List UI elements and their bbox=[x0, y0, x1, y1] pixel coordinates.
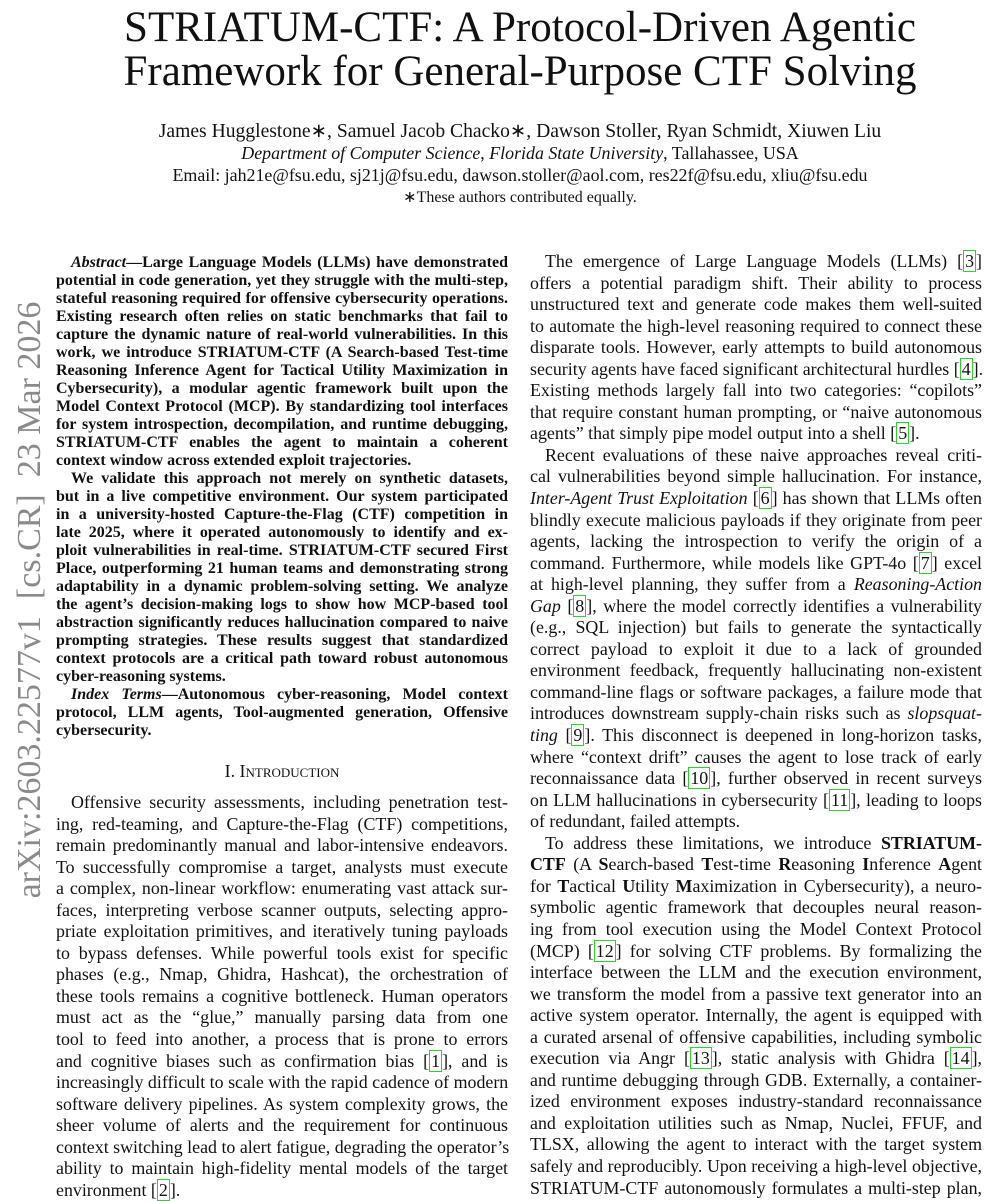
text-line: in a university-hosted Capture-the-Flag (CTF) competition in bbox=[56, 506, 508, 523]
text-line: must act as the “glue,” manually parsing data from one bbox=[56, 1007, 508, 1028]
citation-number[interactable]: 10 bbox=[690, 768, 709, 789]
text-line: environment feedback, frequently hallucinating non-existent bbox=[530, 660, 982, 681]
text-line: where “context drift” causes the agent to lose track of early bbox=[530, 746, 982, 767]
paragraph bbox=[56, 792, 508, 1201]
text-line: a curated arsenal of offensive capabilities, including symbolic bbox=[530, 1026, 982, 1047]
text-line: potential in code generation, yet they struggle with the multi-step, bbox=[56, 272, 508, 289]
text-line: security agents have faced significant architectural hurdles [ 4 ]. bbox=[530, 358, 984, 379]
text-line: faces, interpreting verbose scanner outputs, selecting appro- bbox=[56, 899, 508, 920]
text-line: environment [ 2 ]. bbox=[56, 1179, 181, 1200]
text-line: to automate the high-level reasoning required to connect these bbox=[530, 315, 982, 336]
text-line: agents” that simply pipe model output into a shell [ 5 ]. bbox=[530, 423, 920, 444]
citation-link[interactable]: [ 11 ] bbox=[823, 789, 857, 810]
citation-number[interactable]: 7 bbox=[920, 552, 930, 573]
section-heading-introduction: I. Introduction bbox=[224, 761, 340, 781]
text-line: ing, red-teaming, and Capture-the-Flag (CTF) competitions, bbox=[56, 813, 508, 834]
text-line: context window across extended exploit trajectories. bbox=[56, 452, 412, 469]
text-line: and cognitive biases such as confirmation bias [ 1 ], and is bbox=[56, 1050, 509, 1071]
italic-text: ting bbox=[530, 725, 558, 746]
text-line: to bypass defenses. While powerful tools exist for specific bbox=[56, 942, 508, 963]
text-line: sheer volume of alerts and the requirement for continuous bbox=[56, 1115, 508, 1136]
text-line: blindly execute malicious payloads if they originate from peer bbox=[530, 509, 982, 530]
text-line: ability to maintain high-fidelity mental models of the target bbox=[56, 1158, 508, 1179]
paragraph bbox=[530, 445, 982, 833]
text-line: Reasoning Inference Agent for Tactical Utility Maximization in bbox=[56, 362, 508, 379]
citation-link[interactable]: [ 2 ] bbox=[150, 1179, 176, 1200]
text-line: work, we introduce STRIATUM-CTF (A Search-based Test-time bbox=[56, 344, 508, 361]
text-line: agents, lacking the introspection to verify the origin of a bbox=[530, 531, 982, 552]
bold-text: R bbox=[778, 854, 792, 875]
text-line: prompting strategies. These results suggest that standardized bbox=[56, 632, 508, 649]
text-line: for system introspection, decompilation, and runtime debugging, bbox=[56, 416, 508, 433]
citation-number[interactable]: 6 bbox=[760, 488, 770, 509]
right-column bbox=[530, 251, 982, 1199]
text-line: but in a live competitive environment. Our system participated bbox=[56, 488, 508, 505]
citation-link[interactable]: [ 13 ] bbox=[683, 1048, 718, 1069]
text-line: phases (e.g., Nmap, Ghidra, Hashcat), the orchestration of bbox=[56, 964, 508, 985]
citation-number[interactable]: 9 bbox=[573, 725, 583, 746]
paragraph bbox=[530, 833, 982, 1199]
citation-link[interactable]: [ 5 ] bbox=[890, 423, 916, 444]
citation-number[interactable]: 3 bbox=[965, 251, 975, 271]
author-list: James Hugglestone∗, Samuel Jacob Chacko∗, Dawson Stoller, Ryan Schmidt, Xiuwen Liu bbox=[158, 121, 882, 142]
bold-text: I bbox=[862, 854, 870, 875]
text-line: increasingly difficult to scale with the rapid cadence of modern bbox=[56, 1072, 509, 1093]
text-line: ploit vulnerabilities in real-time. STRIATUM-CTF secured First bbox=[56, 542, 508, 559]
bold-text: T bbox=[557, 875, 570, 896]
affiliation: Department of Computer Science, Florida State University, Tallahassee, USA bbox=[241, 143, 799, 163]
citation-number[interactable]: 2 bbox=[158, 1179, 168, 1200]
text-line: these tools remains a cognitive bottleneck. Human operators bbox=[56, 985, 508, 1006]
text-line: CTF (A Search-based Test-time Reasoning Inference Agent bbox=[530, 854, 982, 875]
text-line: Abstract—Large Language Models (LLMs) have demonstrated bbox=[71, 254, 508, 271]
text-line: of redundant, failed attempts. bbox=[530, 811, 741, 832]
text-line: and exploitation utilities such as Nmap, Nuclei, FFUF, and bbox=[530, 1112, 982, 1133]
citation-link[interactable]: [ 8 ] bbox=[567, 595, 593, 616]
italic-text: Reasoning-Action bbox=[853, 574, 982, 595]
paragraph bbox=[56, 686, 508, 740]
text-line: interface between the LLM and the execution environment, bbox=[530, 962, 982, 983]
text-line: context switching lead to alert fatigue, degrading the operator’s bbox=[56, 1136, 510, 1157]
text-line: tool to feed into another, a process that is prone to errors bbox=[56, 1029, 508, 1050]
bold-text: CTF bbox=[530, 854, 566, 875]
text-line: safely and reproducibly. Upon receiving a high-level objective, bbox=[530, 1155, 982, 1176]
text-line: abstraction significantly reduces hallucination compared to naive bbox=[56, 614, 508, 631]
text-line: remain predominantly manual and labor-intensive endeavors. bbox=[56, 835, 508, 856]
text-line: Place, outperforming 21 human teams and demonstrating strong bbox=[56, 560, 508, 577]
text-line: Gap [ 8 ], where the model correctly identifies a vulnerability bbox=[530, 595, 982, 616]
text-line: Offensive security assessments, including penetration test- bbox=[71, 792, 508, 812]
author-emails: Email: jah21e@fsu.edu, sj21j@fsu.edu, dawson.stoller@aol.com, res22f@fsu.edu, xliu@fsu.edu bbox=[172, 165, 868, 185]
title-line: Framework for General-Purpose CTF Solving bbox=[123, 48, 917, 95]
citation-link[interactable]: [ 7 ] bbox=[912, 552, 938, 573]
text-line: we transform the model from a passive text generator into an bbox=[530, 983, 982, 1004]
bold-text: STRIATUM- bbox=[880, 832, 982, 853]
text-line: correct payload to exploit it due to a lack of grounded bbox=[530, 638, 982, 659]
text-line: (MCP) [ 12 ] for solving CTF problems. By formalizing the bbox=[530, 940, 982, 961]
text-line: TLSX, allowing the agent to interact with the target system bbox=[530, 1134, 982, 1155]
citation-number[interactable]: 4 bbox=[961, 358, 971, 379]
text-line: Index Terms—Autonomous cyber-reasoning, Model context bbox=[71, 686, 509, 703]
citation-link[interactable]: [ 12 ] bbox=[587, 940, 622, 961]
citation-number[interactable]: 11 bbox=[830, 789, 849, 810]
text-line: late 2025, where it operated autonomously to identify and ex- bbox=[56, 524, 508, 541]
text-line: a complex, non-linear workflow: enumerating vast attack sur- bbox=[56, 878, 508, 899]
left-column bbox=[56, 254, 508, 1201]
citation-number[interactable]: 14 bbox=[951, 1048, 970, 1069]
text-line: Existing research often relies on static benchmarks that fail to bbox=[56, 308, 508, 325]
italic-text: Gap bbox=[530, 595, 561, 616]
text-line: (e.g., SQL injection) but fails to generate the syntactically bbox=[530, 617, 982, 638]
text-line: STRIATUM-CTF enables the agent to maintain a coherent bbox=[56, 434, 508, 451]
bold-text: S bbox=[598, 854, 609, 875]
italic-text: Inter-Agent Trust Exploitation bbox=[530, 488, 748, 509]
bold-text: M bbox=[675, 875, 693, 896]
text-line: Existing methods largely fall into two categories: “copilots” bbox=[530, 380, 982, 401]
citation-number[interactable]: 13 bbox=[691, 1048, 710, 1069]
text-line: To address these limitations, we introduce STRIATUM- bbox=[545, 832, 982, 853]
text-line: adaptability in a dynamic problem-solving setting. We analyze bbox=[56, 578, 508, 595]
text-line: To successfully compromise a target, analysts must execute bbox=[56, 856, 508, 877]
italic-text: Index Terms bbox=[71, 686, 162, 703]
text-line: for Tactical Utility Maximization in Cybersecurity), a neuro- bbox=[530, 875, 982, 896]
text-line: capture the dynamic nature of real-world vulnerabilities. In this bbox=[56, 326, 508, 343]
text-line: cyber-reasoning systems. bbox=[56, 668, 226, 685]
text-line: ting [ 9 ]. This disconnect is deepened in long-horizon tasks, bbox=[530, 725, 982, 746]
text-line: The emergence of Large Language Models (LLMs) [ 3 ] bbox=[545, 251, 982, 271]
text-line: and runtime debugging through GDB. Externally, a container- bbox=[530, 1069, 982, 1090]
citation-number[interactable]: 12 bbox=[595, 940, 614, 961]
text-line: execution via Angr [ 13 ], static analysis with Ghidra [ 14 ], bbox=[530, 1048, 983, 1069]
introduction-body-left bbox=[56, 792, 508, 1201]
bold-text: T bbox=[701, 854, 714, 875]
text-line: introduces downstream supply-chain risks such as slopsquat- bbox=[530, 703, 982, 724]
text-line: Recent evaluations of these naive approaches reveal criti- bbox=[545, 444, 982, 465]
text-line: Model Context Protocol (MCP). By standardizing tool interfaces bbox=[56, 398, 508, 415]
text-line: cal vulnerabilities beyond simple hallucination. For instance, bbox=[530, 466, 982, 487]
introduction-body-right bbox=[530, 251, 982, 1199]
text-line: on LLM hallucinations in cybersecurity [ 11 ], leading to loops bbox=[530, 789, 983, 810]
text-line: We validate this approach not merely on synthetic datasets, bbox=[71, 470, 508, 487]
text-line: ing from tool execution using the Model Context Protocol bbox=[530, 918, 982, 939]
text-line: the agent’s decision-making logs to show how MCP-based tool bbox=[56, 596, 508, 613]
text-line: that require constant human prompting, or “naive autonomous bbox=[530, 401, 982, 422]
italic-text: slopsquat- bbox=[907, 703, 982, 724]
text-line: software delivery pipelines. As system complexity grows, the bbox=[56, 1093, 508, 1114]
text-line: symbolic agentic framework that decouples neural reason- bbox=[530, 897, 982, 918]
text-line: context protocols are a critical path toward robust autonomous bbox=[56, 650, 508, 667]
citation-number[interactable]: 8 bbox=[575, 595, 585, 616]
location: , Tallahassee, USA bbox=[663, 143, 799, 163]
paper-title bbox=[0, 6, 985, 94]
citation-link[interactable]: [ 14 ] bbox=[943, 1048, 978, 1069]
paragraph bbox=[56, 470, 508, 686]
equal-contribution-note: ∗These authors contributed equally. bbox=[403, 189, 637, 206]
text-line: Cybersecurity), a modular agentic framework built upon the bbox=[56, 380, 508, 397]
text-line: Inter-Agent Trust Exploitation [ 6 ] has shown that LLMs often bbox=[530, 488, 982, 509]
bold-text: U bbox=[622, 875, 636, 896]
title-line: STRIATUM-CTF: A Protocol-Driven Agentic bbox=[124, 4, 916, 51]
text-line: command. Furthermore, while models like GPT-4o [ 7 ] excel bbox=[530, 552, 982, 573]
university: Florida State University bbox=[489, 143, 664, 163]
citation-link[interactable]: [ 4 ] bbox=[953, 358, 979, 379]
citation-number[interactable]: 1 bbox=[431, 1050, 441, 1071]
text-line: stateful reasoning required for offensive cybersecurity operations. bbox=[56, 290, 508, 307]
text-line: ized environment exposes industry-standard reconnaissance bbox=[530, 1091, 982, 1112]
citation-link[interactable]: [ 6 ] bbox=[752, 488, 778, 509]
citation-number[interactable]: 5 bbox=[898, 423, 908, 444]
arxiv-identifier-stamp: arXiv:2603.22577v1 [cs.CR] 23 Mar 2026 bbox=[11, 301, 48, 899]
text-line: active system operator. Internally, the agent is equipped with bbox=[530, 1005, 982, 1026]
text-line: unstructured text and generate code makes them well-suited bbox=[530, 294, 982, 315]
text-line: cybersecurity. bbox=[56, 722, 152, 739]
bold-text: A bbox=[938, 854, 952, 875]
citation-link[interactable]: [ 9 ] bbox=[565, 725, 591, 746]
text-line: priate exploitation primitives, and iteratively tuning payloads bbox=[56, 921, 508, 942]
italic-text: Abstract bbox=[71, 254, 127, 271]
citation-link[interactable]: [ 10 ] bbox=[682, 768, 717, 789]
department: Department of Computer Science bbox=[241, 143, 481, 163]
citation-link[interactable]: [ 1 ] bbox=[423, 1050, 449, 1071]
text-line: reconnaissance data [ 10 ], further observed in recent surveys bbox=[530, 768, 982, 789]
text-line: STRIATUM-CTF autonomously formulates a multi-step plan, bbox=[530, 1177, 982, 1198]
text-line: offers a potential paradigm shift. Their ability to process bbox=[530, 272, 982, 293]
text-line: protocol, LLM agents, Tool-augmented generation, Offensive bbox=[56, 704, 508, 721]
text-line: at high-level planning, they suffer from a Reasoning-Action bbox=[530, 574, 982, 595]
paragraph bbox=[56, 254, 508, 470]
text-line: disparate tools. However, early attempts to build autonomous bbox=[530, 337, 982, 358]
citation-link[interactable]: [ 3 ] bbox=[957, 251, 982, 271]
text-line: command-line flags or software packages, a failure mode that bbox=[530, 681, 982, 702]
abstract bbox=[56, 254, 508, 740]
paragraph bbox=[530, 251, 982, 445]
